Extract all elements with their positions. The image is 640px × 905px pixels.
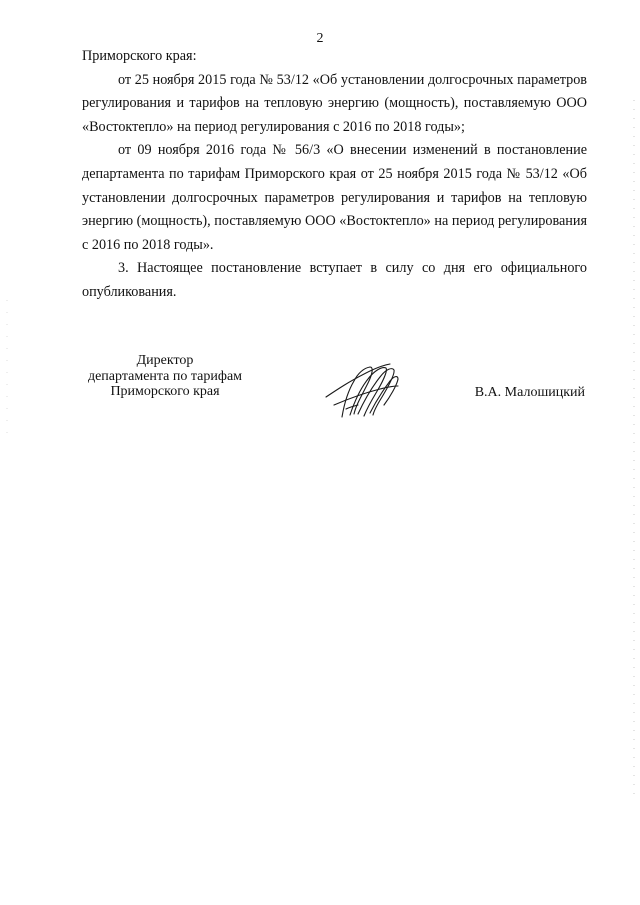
paragraph-resolution-56-3: от 09 ноября 2016 года № 56/3 «О внесении изменений в постановление департамента по тарифам Приморского края от 25 ноября 2015 года № 53/12 «Об установлении долгосрочных параметров регулирования и тарифов на тепловую энергию (мощность), поставляемую ООО «Востоктепло» на период регулирования с 2016 по 2018 годы». bbox=[82, 142, 587, 253]
paragraph-continuation: Приморского края: bbox=[82, 48, 197, 64]
signatory-position-line: Приморского края bbox=[110, 384, 220, 399]
signatory-position-line: департамента по тарифам bbox=[87, 368, 243, 384]
signatory-position bbox=[80, 353, 250, 400]
signatory-name: В.А. Малошицкий bbox=[474, 385, 585, 400]
signatory-position-line: Директор bbox=[136, 353, 194, 368]
scan-edge-marks-left bbox=[6, 300, 8, 440]
paragraph-resolution-53-12: от 25 ноября 2015 года № 53/12 «Об установлении долгосрочных параметров регулирования и тарифов на тепловую энергию (мощность), поставляемую ООО «Востоктепло» на период регулирования с 2016 по 2018 годы»; bbox=[82, 71, 587, 135]
paragraph-effective-clause: 3. Настоящее постановление вступает в силу со дня его официального опубликования. bbox=[82, 260, 587, 300]
handwritten-signature-icon bbox=[320, 359, 404, 421]
page-number: 2 bbox=[316, 31, 324, 46]
scan-edge-marks-right bbox=[633, 100, 635, 800]
signature-block bbox=[80, 353, 585, 423]
document-body bbox=[82, 45, 587, 305]
